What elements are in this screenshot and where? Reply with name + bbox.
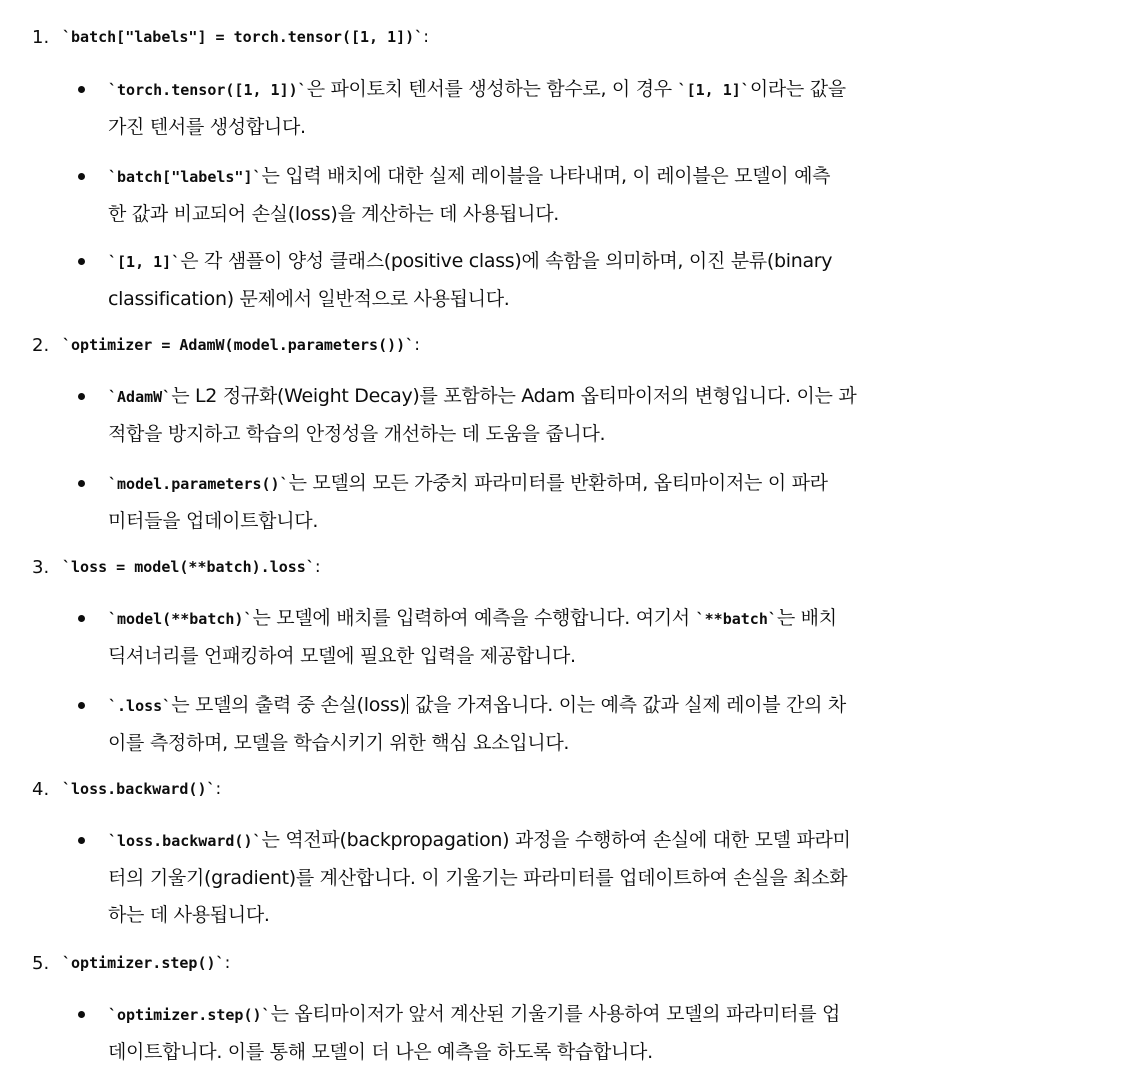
bullet-text [108, 158, 988, 233]
code-snippet: `loss = model(**batch).loss` [62, 558, 315, 576]
inline-code: `torch.tensor([1, 1])` [108, 81, 307, 99]
colon: : [224, 953, 231, 973]
list-number: 2. [32, 334, 50, 356]
text-span: 는 모델의 출력 중 손실(loss) [171, 694, 407, 716]
colon: : [215, 779, 222, 799]
text-span: 는 모델에 배치를 입력하여 예측을 수행합니다. 여기서 [252, 607, 696, 629]
text-span: 값을 가져옵니다. 이는 예측 값과 실제 레이블 간의 차 [409, 694, 846, 716]
inline-code: `model(**batch)` [108, 610, 253, 628]
code-snippet: `loss.backward()` [62, 780, 216, 798]
bullet-text [108, 378, 988, 453]
bullet-dot [78, 615, 85, 622]
bullet-dot [78, 393, 85, 400]
text-span: 은 파이토치 텐서를 생성하는 함수로, 이 경우 [306, 78, 678, 100]
colon: : [423, 27, 429, 47]
text-span: 미터들을 업데이트합니다. [108, 510, 319, 532]
text-span: 은 각 샘플이 양성 클래스(positive class)에 속함을 의미하며, 이진 분류(binary [180, 250, 833, 272]
text-span: 터의 기울기(gradient)를 계산합니다. 이 기울기는 파라미터를 업데이트하여 손실을 최소화 [108, 867, 848, 889]
text-span: 는 배치 [776, 607, 837, 629]
bullet-dot [78, 173, 85, 180]
text-span: 이를 측정하며, 모델을 학습시키기 위한 핵심 요소입니다. [108, 732, 570, 754]
bullet-dot [78, 480, 85, 487]
inline-code: `loss.backward()` [108, 832, 262, 850]
inline-code: `batch["labels"]` [108, 168, 262, 186]
inline-code: `**batch` [695, 610, 777, 628]
colon: : [314, 557, 321, 577]
text-span: 는 입력 배치에 대한 실제 레이블을 나타내며, 이 레이블은 모델이 예측 [261, 165, 831, 187]
bullet-dot [78, 86, 85, 93]
text-span: classification) 문제에서 일반적으로 사용됩니다. [108, 288, 510, 310]
inline-code: `AdamW` [108, 388, 172, 406]
bullet-text [108, 243, 988, 318]
code-snippet: `optimizer.step()` [62, 954, 225, 972]
inline-code: `optimizer.step()` [108, 1006, 271, 1024]
list-number: 1. [32, 26, 50, 48]
bullet-text [108, 600, 988, 675]
bullet-dot [78, 837, 85, 844]
text-span: 는 옵티마이저가 앞서 계산된 기울기를 사용하여 모델의 파라미터를 업 [270, 1003, 841, 1025]
text-span: 한 값과 비교되어 손실(loss)을 계산하는 데 사용됩니다. [108, 203, 559, 225]
code-snippet: `optimizer = AdamW(model.parameters())` [62, 336, 415, 354]
bullet-text [108, 687, 988, 762]
text-span: 가진 텐서를 생성합니다. [108, 116, 306, 138]
list-item-heading [32, 332, 420, 358]
bullet-dot [78, 258, 85, 265]
bullet-dot [78, 1011, 85, 1018]
list-number: 3. [32, 556, 50, 578]
colon: : [414, 335, 420, 355]
text-span: 는 L2 정규화(Weight Decay)를 포함하는 Adam 옵티마이저의 변형입니다. 이는 과 [171, 385, 857, 407]
list-number: 5. [32, 952, 50, 974]
bullet-text [108, 465, 988, 540]
list-item-heading [32, 554, 321, 580]
inline-code: `[1, 1]` [677, 81, 750, 99]
inline-code: `model.parameters()` [108, 475, 289, 493]
inline-code: `.loss` [108, 697, 172, 715]
bullet-dot [78, 702, 85, 709]
text-span: 는 모델의 모든 가중치 파라미터를 반환하며, 옵티마이저는 이 파라 [288, 472, 828, 494]
code-snippet: `batch["labels"] = torch.tensor([1, 1])` [62, 28, 424, 46]
inline-code: `[1, 1]` [108, 253, 181, 271]
bullet-text [108, 71, 988, 146]
text-span: 딕셔너리를 언패킹하여 모델에 필요한 입력을 제공합니다. [108, 645, 576, 667]
bullet-text [108, 996, 988, 1071]
text-span: 는 역전파(backpropagation) 과정을 수행하여 손실에 대한 모델 파라미 [261, 829, 851, 851]
list-number: 4. [32, 778, 50, 800]
text-span: 데이트합니다. 이를 통해 모델이 더 나은 예측을 하도록 학습합니다. [108, 1041, 653, 1063]
bullet-text [108, 822, 988, 934]
list-item-heading [32, 950, 230, 976]
text-span: 적합을 방지하고 학습의 안정성을 개선하는 데 도움을 줍니다. [108, 423, 606, 445]
text-span: 하는 데 사용됩니다. [108, 904, 270, 926]
list-item-heading [32, 776, 221, 802]
text-span: 이라는 값을 [749, 78, 846, 100]
list-item-heading [32, 24, 429, 50]
